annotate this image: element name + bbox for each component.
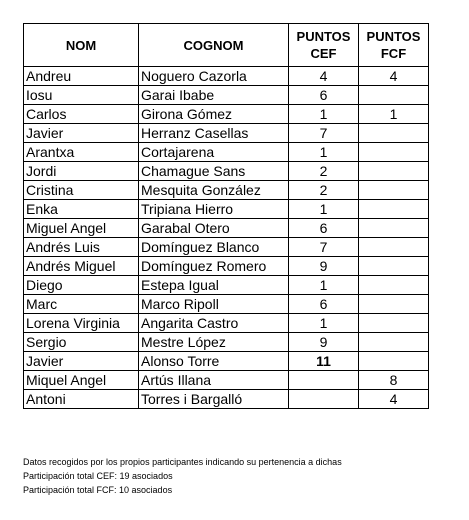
- cell-puntos-cef: 1: [289, 143, 359, 162]
- cell-cognom: Artús Illana: [139, 371, 289, 390]
- cell-puntos-fcf: [359, 333, 429, 352]
- cell-puntos-fcf: [359, 257, 429, 276]
- header-fcf-line1: PUNTOS: [366, 29, 421, 44]
- cell-puntos-fcf: 4: [359, 390, 429, 409]
- cell-cognom: Noguero Cazorla: [139, 67, 289, 86]
- cell-puntos-fcf: [359, 276, 429, 295]
- cell-puntos-cef: [289, 390, 359, 409]
- cell-puntos-cef: 2: [289, 162, 359, 181]
- cell-nom: Diego: [24, 276, 139, 295]
- cell-puntos-fcf: 4: [359, 67, 429, 86]
- cell-puntos-cef: 1: [289, 105, 359, 124]
- cell-cognom: Alonso Torre: [139, 352, 289, 371]
- table-row: [24, 276, 429, 295]
- cell-cognom: Garabal Otero: [139, 219, 289, 238]
- table-row: [24, 200, 429, 219]
- cell-cognom: Marco Ripoll: [139, 295, 289, 314]
- header-nom: NOM: [24, 24, 139, 67]
- cell-puntos-fcf: [359, 124, 429, 143]
- cell-cognom: Torres i Bargalló: [139, 390, 289, 409]
- cell-nom: Andreu: [24, 67, 139, 86]
- cell-nom: Enka: [24, 200, 139, 219]
- cell-puntos-fcf: 1: [359, 105, 429, 124]
- table-row: [24, 257, 429, 276]
- cell-cognom: Estepa Igual: [139, 276, 289, 295]
- cell-nom: Miquel Angel: [24, 371, 139, 390]
- cell-puntos-fcf: [359, 143, 429, 162]
- table-row: [24, 314, 429, 333]
- cell-nom: Lorena Virginia: [24, 314, 139, 333]
- cell-puntos-cef: 9: [289, 333, 359, 352]
- cell-puntos-fcf: [359, 200, 429, 219]
- cell-cognom: Herranz Casellas: [139, 124, 289, 143]
- cell-puntos-fcf: [359, 295, 429, 314]
- cell-cognom: Mesquita González: [139, 181, 289, 200]
- table-row: [24, 162, 429, 181]
- cell-nom: Javier: [24, 124, 139, 143]
- cell-cognom: Cortajarena: [139, 143, 289, 162]
- table-row: [24, 143, 429, 162]
- cell-puntos-fcf: [359, 238, 429, 257]
- cell-cognom: Domínguez Romero: [139, 257, 289, 276]
- cell-nom: Jordi: [24, 162, 139, 181]
- table-row: [24, 67, 429, 86]
- table-row: [24, 295, 429, 314]
- table-row: [24, 333, 429, 352]
- header-puntos-cef: [289, 24, 359, 67]
- cell-cognom: Mestre López: [139, 333, 289, 352]
- cell-puntos-cef: 4: [289, 67, 359, 86]
- header-cognom: COGNOM: [139, 24, 289, 67]
- participants-table: [23, 23, 429, 409]
- cell-puntos-fcf: [359, 314, 429, 333]
- header-cef-line1: PUNTOS: [296, 29, 351, 44]
- cell-cognom: Chamague Sans: [139, 162, 289, 181]
- cell-puntos-cef: 6: [289, 219, 359, 238]
- cell-puntos-cef: 1: [289, 314, 359, 333]
- table-row: [24, 352, 429, 371]
- cell-nom: Marc: [24, 295, 139, 314]
- cell-nom: Andrés Miguel: [24, 257, 139, 276]
- table-header: [24, 24, 429, 67]
- cell-puntos-fcf: [359, 162, 429, 181]
- cell-nom: Javier: [24, 352, 139, 371]
- cell-puntos-cef: 1: [289, 200, 359, 219]
- note-total-fcf: Participación total FCF: 10 asociados: [23, 485, 173, 495]
- table-row: [24, 238, 429, 257]
- footnotes: [23, 455, 342, 497]
- cell-puntos-cef: 1: [289, 276, 359, 295]
- cell-nom: Sergio: [24, 333, 139, 352]
- cell-puntos-fcf: [359, 219, 429, 238]
- header-puntos-fcf: [359, 24, 429, 67]
- table-row: [24, 390, 429, 409]
- cell-cognom: Tripiana Hierro: [139, 200, 289, 219]
- cell-puntos-fcf: [359, 352, 429, 371]
- cell-nom: Carlos: [24, 105, 139, 124]
- table-row: [24, 105, 429, 124]
- cell-nom: Iosu: [24, 86, 139, 105]
- header-row: [24, 24, 429, 67]
- cell-nom: Miguel Angel: [24, 219, 139, 238]
- cell-puntos-fcf: [359, 86, 429, 105]
- cell-cognom: Domínguez Blanco: [139, 238, 289, 257]
- cell-nom: Cristina: [24, 181, 139, 200]
- cell-cognom: Girona Gómez: [139, 105, 289, 124]
- note-data-source: Datos recogidos por los propios participantes indicando su pertenencia a dichas: [23, 457, 342, 467]
- cell-nom: Arantxa: [24, 143, 139, 162]
- cell-puntos-fcf: [359, 181, 429, 200]
- cell-cognom: Garai Ibabe: [139, 86, 289, 105]
- cell-cognom: Angarita Castro: [139, 314, 289, 333]
- table-row: [24, 181, 429, 200]
- table-row: [24, 86, 429, 105]
- table-row: [24, 124, 429, 143]
- cell-puntos-cef: 2: [289, 181, 359, 200]
- header-fcf-line2: FCF: [380, 46, 407, 61]
- table-row: [24, 371, 429, 390]
- header-cef-line2: CEF: [310, 46, 337, 61]
- cell-puntos-cef: 6: [289, 295, 359, 314]
- cell-puntos-cef: 11: [289, 352, 359, 371]
- table-body: [24, 67, 429, 409]
- cell-puntos-cef: 9: [289, 257, 359, 276]
- cell-puntos-cef: 6: [289, 86, 359, 105]
- cell-nom: Antoni: [24, 390, 139, 409]
- cell-nom: Andrés Luis: [24, 238, 139, 257]
- cell-puntos-cef: 7: [289, 124, 359, 143]
- cell-puntos-cef: 7: [289, 238, 359, 257]
- cell-puntos-cef: [289, 371, 359, 390]
- note-total-cef: Participación total CEF: 19 asociados: [23, 471, 173, 481]
- cell-puntos-fcf: 8: [359, 371, 429, 390]
- table-row: [24, 219, 429, 238]
